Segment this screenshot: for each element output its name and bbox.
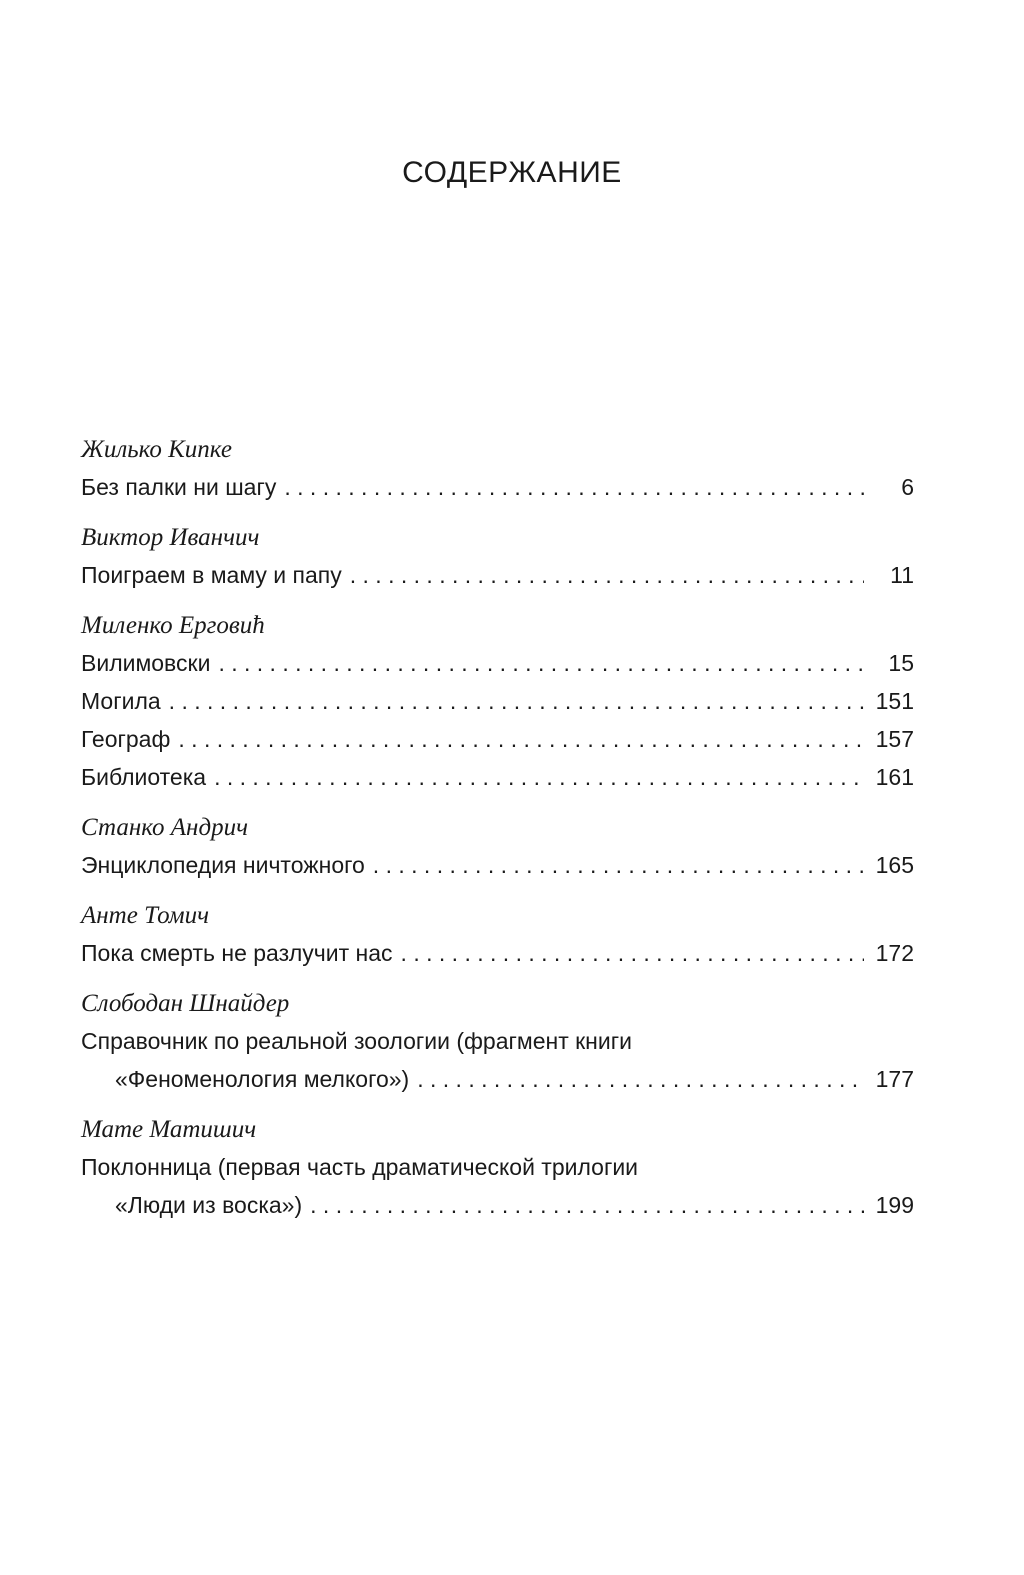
toc-entry[interactable] <box>81 720 914 758</box>
toc-author: Слободан Шнайдер <box>81 990 290 1017</box>
toc-entry[interactable] <box>81 556 914 594</box>
page-title: СОДЕРЖАНИЕ <box>402 156 622 190</box>
dot-leader <box>401 934 864 972</box>
dot-leader <box>214 758 864 796</box>
toc-entry-title: Географ <box>81 726 171 752</box>
toc-entry-title: Могила <box>81 688 161 714</box>
dot-leader <box>284 468 864 506</box>
toc-entry-title: Энциклопедия ничтожного <box>81 852 365 878</box>
toc-author: Станко Андрич <box>81 814 249 841</box>
toc-page-number: 177 <box>875 1066 914 1092</box>
toc-page-number: 6 <box>901 474 914 500</box>
toc-entry-title: Пока смерть не разлучит нас <box>81 940 393 966</box>
toc-entry-title-line: Справочник по реальной зоологии (фрагмент книги <box>81 1028 632 1054</box>
toc-entry[interactable] <box>81 468 914 506</box>
toc-page-number: 15 <box>888 650 914 676</box>
toc-entry[interactable] <box>81 682 914 720</box>
toc-page-number: 151 <box>875 688 914 714</box>
toc-entry[interactable] <box>81 644 914 682</box>
toc-page-number: 165 <box>875 852 914 878</box>
toc-entry-title-line: Поклонница (первая часть драматической трилогии <box>81 1154 639 1180</box>
dot-leader <box>350 556 864 594</box>
dot-leader <box>169 682 864 720</box>
toc-entry-title: Вилимовски <box>81 650 211 676</box>
toc-entry-title: «Феноменология мелкого») <box>115 1066 410 1092</box>
toc-entry[interactable] <box>81 1148 914 1224</box>
toc-entry-title: Библиотека <box>81 764 207 790</box>
dot-leader <box>417 1060 864 1098</box>
toc-entry-title: Без палки ни шагу <box>81 474 277 500</box>
dot-leader <box>373 846 864 884</box>
dot-leader <box>178 720 864 758</box>
dot-leader <box>310 1186 864 1224</box>
table-of-contents <box>81 432 914 1224</box>
toc-author: Анте Томич <box>81 902 210 929</box>
toc-entry[interactable] <box>81 758 914 796</box>
dot-leader <box>218 644 864 682</box>
toc-entry-title: Поиграем в маму и папу <box>81 562 342 588</box>
toc-entry[interactable] <box>81 1022 914 1098</box>
toc-author: Мате Матишич <box>81 1116 257 1143</box>
toc-entry-title: «Люди из воска») <box>115 1192 303 1218</box>
toc-author: Жилько Кипке <box>81 436 232 463</box>
toc-author: Миленко Ерговић <box>81 612 265 639</box>
toc-page-number: 199 <box>875 1192 914 1218</box>
toc-entry[interactable] <box>81 846 914 884</box>
toc-page-number: 11 <box>890 562 914 588</box>
toc-page-number: 157 <box>875 726 914 752</box>
toc-entry[interactable] <box>81 934 914 972</box>
toc-author: Виктор Иванчич <box>81 524 260 551</box>
toc-page-number: 172 <box>875 940 914 966</box>
toc-page-number: 161 <box>875 764 914 790</box>
